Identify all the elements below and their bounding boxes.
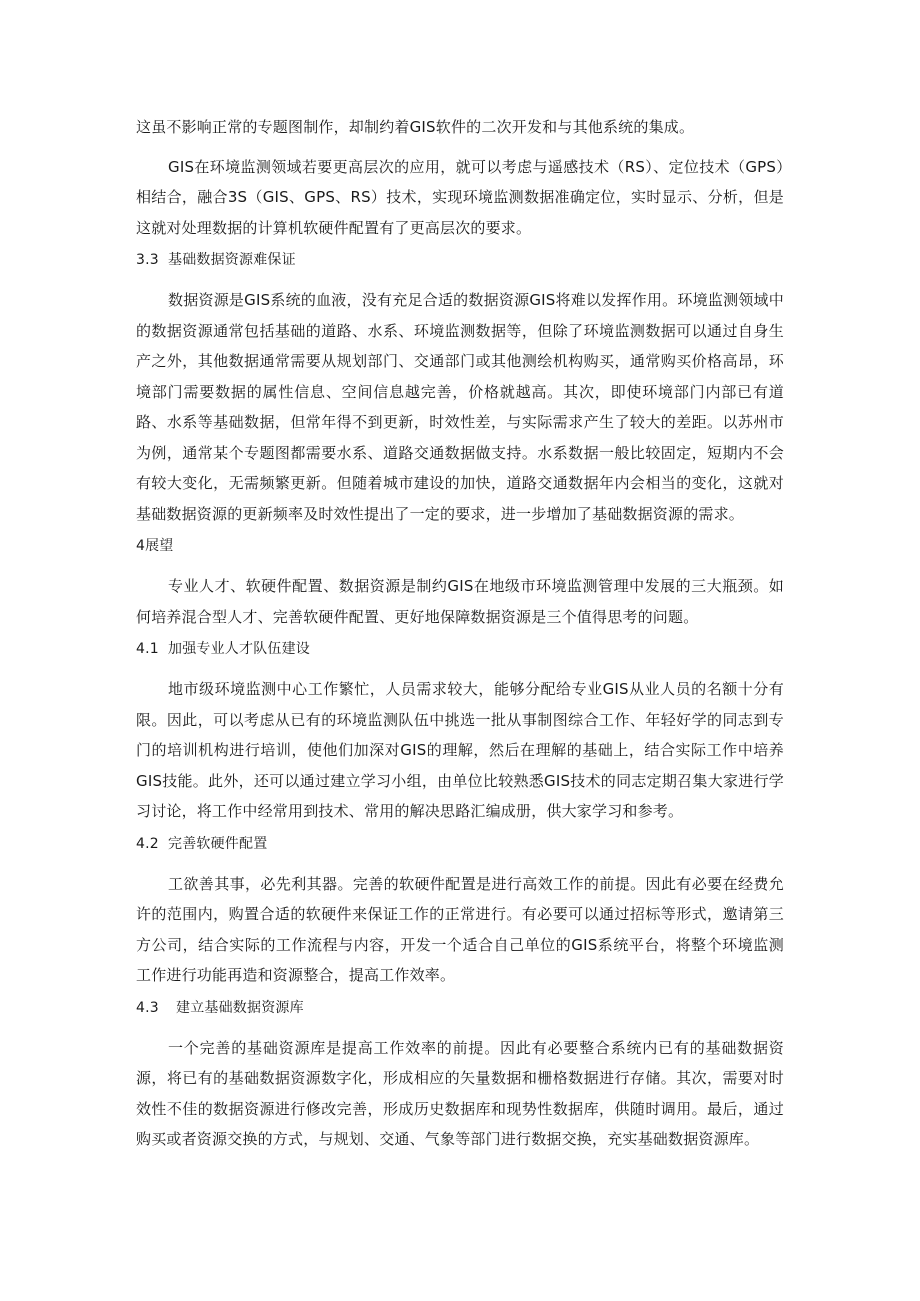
section-number: 4.1 <box>136 641 159 657</box>
section-heading-3-3 <box>136 249 784 271</box>
paragraph-continuation: 这虽不影响正常的专题图制作，却制约着GIS软件的二次开发和与其他系统的集成。 <box>136 118 695 136</box>
section-heading-4-2 <box>136 833 784 855</box>
section-title: 基础数据资源难保证 <box>168 252 296 268</box>
paragraph-talent: 地市级环境监测中心工作繁忙，人员需求较大，能够分配给专业GIS从业人员的名额十分有限。因此，可以考虑从已有的环境监测队伍中挑选一批从事制图综合工作、年轻好学的同志到专门的培训机构进行培训，使他们加深对GIS的理解，然后在理解的基础上，结合实际工作中培养GIS技能。此外，还可以通过建立学习小组，由单位比较熟悉GIS技术的同志定期召集大家进行学习讨论，将工作中经常用到技术、常用的解决思路汇编成册，供大家学习和参考。 <box>136 680 784 820</box>
section-number: 3.3 <box>136 252 159 268</box>
section-heading-4 <box>136 535 784 557</box>
section-heading-4-1 <box>136 638 784 660</box>
paragraph-database: 一个完善的基础资源库是提高工作效率的前提。因此有必要整合系统内已有的基础数据资源，将已有的基础数据资源数字化，形成相应的矢量数据和栅格数据进行存储。其次，需要对时效性不佳的数据资源进行修改完善，形成历史数据库和现势性数据库，供随时调用。最后，通过购买或者资源交换的方式，与规划、交通、气象等部门进行数据交换，充实基础数据资源库。 <box>136 1038 784 1148</box>
section-title: 加强专业人才队伍建设 <box>168 641 310 657</box>
section-number: 4.2 <box>136 835 159 852</box>
section-heading-4-3 <box>136 997 784 1019</box>
document-page <box>136 112 784 1164</box>
section-title: 展望 <box>145 538 174 554</box>
paragraph-data-resources: 数据资源是GIS系统的血液，没有充足合适的数据资源GIS将难以发挥作用。环境监测领域中的数据资源通常包括基础的道路、水系、环境监测数据等，但除了环境监测数据可以通过自身生产之外，其他数据通常需要从规划部门、交通部门或其他测绘机构购买，通常购买价格高昂，环境部门需要数据的属性信息、空间信息越完善，价格就越高。其次，即使环境部门内部已有道路、水系等基础数据，但常年得不到更新，时效性差，与实际需求产生了较大的差距。以苏州市为例，通常某个专题图都需要水系、道路交通数据做支持。水系数据一般比较固定，短期内不会有较大变化，无需频繁更新。但随着城市建设的加快，道路交通数据年内会相当的变化，这就对基础数据资源的更新频率及时效性提出了一定的要求，进一步增加了基础数据资源的需求。 <box>136 291 784 523</box>
section-title: 完善软硬件配置 <box>168 835 268 852</box>
paragraph-3s-integration: GIS在环境监测领域若要更高层次的应用，就可以考虑与遥感技术（RS）、定位技术（GPS）相结合，融合3S（GIS、GPS、RS）技术，实现环境监测数据准确定位，实时显示、分析，但是这就对处理数据的计算机软硬件配置有了更高层次的要求。 <box>136 157 784 237</box>
paragraph-outlook: 专业人才、软硬件配置、数据资源是制约GIS在地级市环境监测管理中发展的三大瓶颈。如何培养混合型人才、完善软硬件配置、更好地保障数据资源是三个值得思考的问题。 <box>136 577 784 626</box>
section-title: 建立基础数据资源库 <box>176 999 304 1016</box>
section-number: 4 <box>136 538 146 554</box>
paragraph-hardware-software: 工欲善其事，必先利其器。完善的软硬件配置是进行高效工作的前提。因此有必要在经费允许的范围内，购置合适的软硬件来保证工作的正常进行。有必要可以通过招标等形式，邀请第三方公司，结合实际的工作流程与内容，开发一个适合自己单位的GIS系统平台，将整个环境监测工作进行功能再造和资源整合，提高工作效率。 <box>136 874 784 984</box>
section-number: 4.3 <box>136 999 159 1016</box>
